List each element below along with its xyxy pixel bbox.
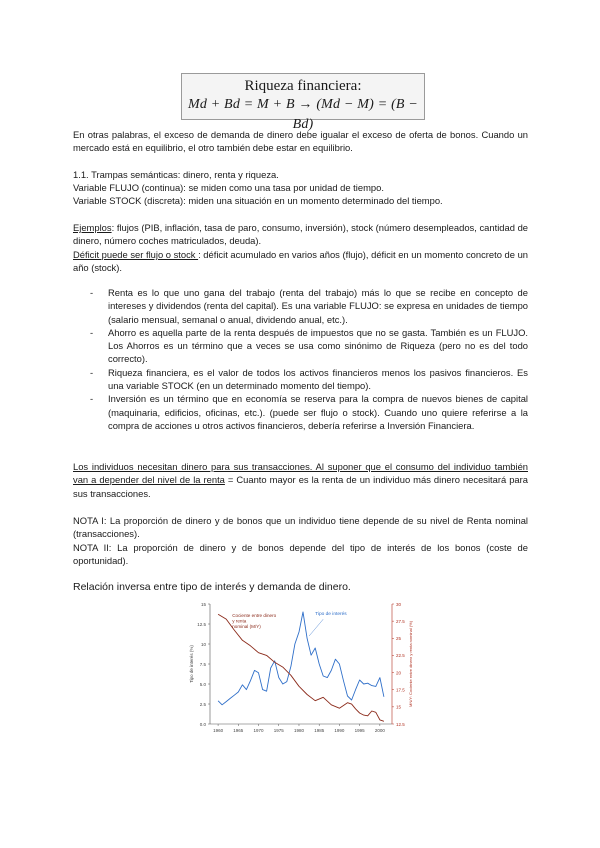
list-item	[90, 326, 528, 366]
y-left-tick-label: 2.5	[199, 701, 206, 707]
y-right-tick-label: 22.5	[396, 653, 405, 659]
ejemplos-paragraph	[73, 221, 528, 248]
x-tick-label: 1985	[314, 728, 325, 733]
deficit-text: : déficit acumulado en varios años (flujo), déficit en un momento concreto de un año (stock).	[73, 249, 529, 274]
list-item-text: Inversión es un término que en economía se reserva para la compra de nuevos bienes de capital (maquinaria, edificios, oficinas, etc.). (puede ser flujo o stock). Cuando uno quiere referirse a la compra de acciones u otros activos financieros, debería referirse a Inversión Financiera.	[108, 393, 528, 431]
y-axis-right-label: MN/Y: Cociente entre dinero y renta nominal (%)	[408, 620, 413, 708]
bullet-marker: -	[90, 326, 94, 338]
legend-money-ratio-line-3: nominal (M/Y)	[232, 623, 261, 629]
list-item	[90, 366, 528, 393]
x-tick-label: 2000	[374, 728, 385, 733]
bullet-marker: -	[90, 393, 94, 405]
y-left-tick-label: 12.5	[197, 621, 206, 627]
legend-money-ratio-line-2: y renta	[232, 618, 247, 624]
individuos-rest: = Cuanto mayor es la renta de un individuo más dinero necesitará para sus transacciones.	[73, 474, 528, 499]
y-left-tick-label: 5.0	[199, 681, 206, 687]
y-right-tick-label: 30	[396, 601, 402, 607]
deficit-label: Déficit puede ser flujo o stock	[73, 249, 199, 260]
nota-2: NOTA II: La proporción de dinero y de bonos depende del tipo de interés de los bonos (coste de oportunidad).	[73, 542, 528, 567]
y-right-tick-label: 15	[396, 704, 402, 710]
y-right-tick-label: 20	[396, 670, 402, 676]
interest-money-chart	[170, 598, 430, 738]
section-title: 1.1. Trampas semánticas: dinero, renta y riqueza.	[73, 169, 279, 180]
list-item	[90, 392, 528, 432]
list-item-text: Ahorro es aquella parte de la renta después de impuestos que no se gasta. También es un FLUJO. Los Ahorros es un término que a veces se usa como sinónimo de Riqueza (pero no es del todo correcto).	[108, 326, 528, 365]
formula-box	[181, 73, 425, 132]
y-left-tick-label: 7.5	[199, 661, 206, 667]
y-right-tick-label: 27.5	[396, 618, 405, 624]
y-axis-left-label: Tipo de interés (%)	[189, 645, 194, 683]
money-income-ratio-line	[218, 614, 384, 721]
nota-1: NOTA I: La proporción de dinero y de bonos que un individuo tiene depende de su nivel de Renta nominal (transacciones).	[73, 515, 528, 540]
x-tick-label: 1995	[354, 728, 365, 733]
x-tick-label: 1960	[213, 728, 224, 733]
ejemplos-label: Ejemplos	[73, 222, 112, 233]
y-right-tick-label: 12.5	[396, 721, 405, 727]
individuos-underlined: Los individuos necesitan dinero para sus transacciones. Al suponer que el consumo del individuo también van a depender del nivel de la renta	[73, 461, 528, 486]
deficit-paragraph	[73, 248, 528, 275]
list-item-text: Renta es lo que uno gana del trabajo (renta del trabajo) más lo que se recibe en concepto de intereses y dividendos (renta del capital). Es una variable FLUJO: se expresa en unidades de tiempo (salario mensual, semanal o anual, dividendo anual, etc.).	[108, 287, 528, 325]
y-left-tick-label: 15	[200, 601, 206, 607]
x-tick-label: 1980	[293, 728, 304, 733]
chart-caption: Relación inversa entre tipo de interés y demanda de dinero.	[73, 581, 351, 593]
bullet-marker: -	[90, 287, 94, 298]
x-tick-label: 1990	[334, 728, 345, 733]
flujo-definition: Variable FLUJO (continua): se miden como una tasa por unidad de tiempo.	[73, 182, 384, 193]
legend-interest-rate: Tipo de interés	[315, 612, 347, 618]
formula-title: Riqueza financiera:	[244, 78, 362, 94]
y-right-tick-label: 25	[396, 636, 402, 642]
y-left-tick-label: 10	[200, 641, 206, 647]
legend-money-ratio-line-1: Cociente entre dinero	[232, 612, 277, 618]
stock-definition: Variable STOCK (discreta): miden una situación en un momento determinado del tiempo.	[73, 195, 443, 206]
individuos-paragraph	[73, 460, 528, 500]
intro-paragraph: En otras palabras, el exceso de demanda de dinero debe igualar el exceso de oferta de bonos. Cuando un mercado está en equilibrio, el otro también debe estar en equilibrio.	[73, 129, 528, 154]
x-tick-label: 1970	[253, 728, 264, 733]
y-left-tick-label: 0.0	[199, 721, 206, 727]
list-item	[90, 286, 528, 326]
bullet-marker: -	[90, 366, 94, 378]
legend-interest-rate-pointer	[309, 619, 323, 636]
x-tick-label: 1975	[273, 728, 284, 733]
x-tick-label: 1965	[233, 728, 244, 733]
list-item-text: Riqueza financiera, es el valor de todos los activos financieros menos los pasivos financieros. Es una variable STOCK (en un determinado momento del tiempo).	[108, 366, 528, 392]
definitions-list	[90, 286, 528, 432]
formula-equation: Md + Bd = M + B → (Md − M) = (B − Bd)	[187, 97, 419, 132]
ejemplos-text: : flujos (PIB, inflación, tasa de paro, consumo, inversión), stock (número desempleados, cantidad de dinero, número coches matriculados, deuda).	[73, 222, 528, 247]
y-right-tick-label: 17.5	[396, 687, 405, 693]
